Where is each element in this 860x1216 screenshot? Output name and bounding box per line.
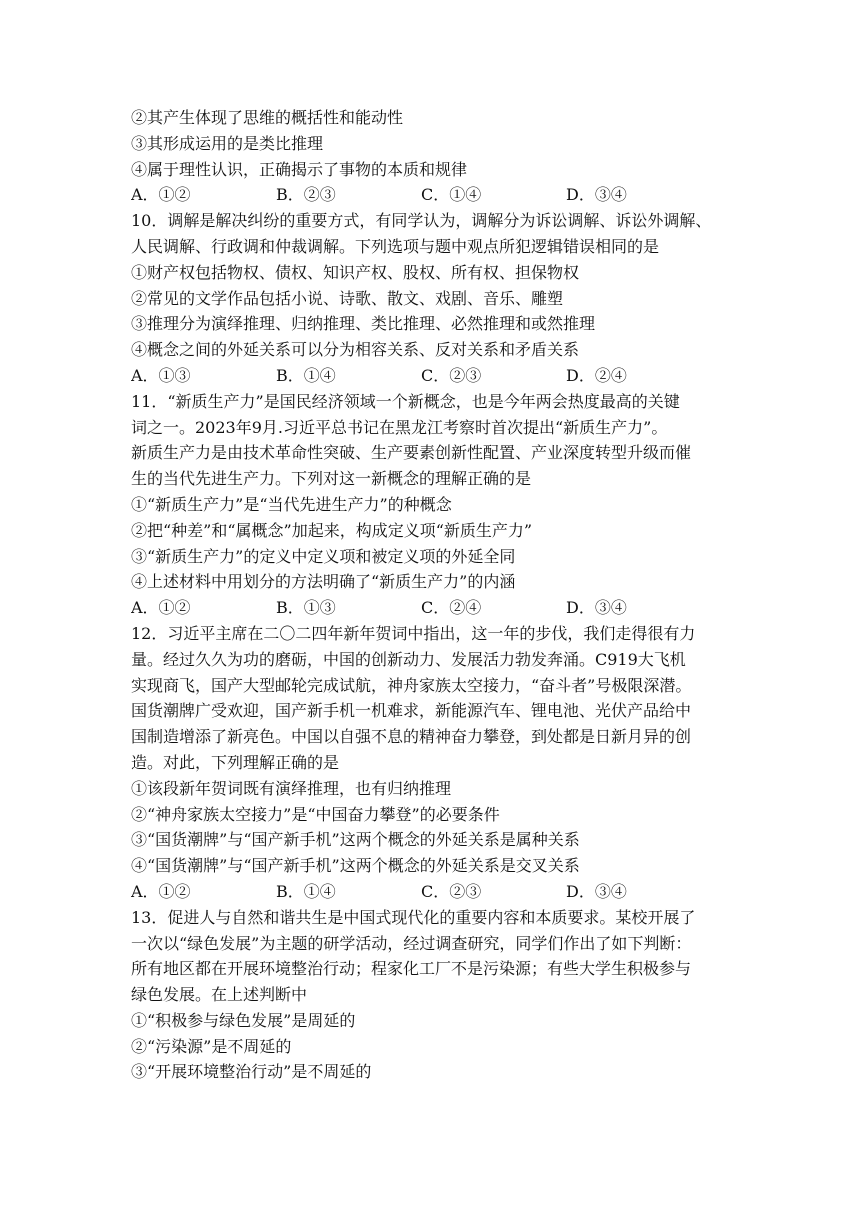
statement-item: ①该段新年贺词既有演绎推理，也有归纳推理 — [131, 778, 452, 798]
option-b: B．①④ — [276, 365, 336, 385]
option-a: A．①② — [131, 598, 191, 618]
question-stem-line: 生的当代先进生产力。下列对这一新概念的理解正确的是 — [131, 469, 532, 489]
question-stem-line: 词之一。2023年9月.习近平总书记在黑龙江考察时首次提出“新质生产力”。 — [131, 417, 668, 437]
option-c: C．①④ — [421, 185, 482, 205]
option-b: B．①③ — [276, 598, 336, 618]
option-d: D．②④ — [566, 365, 627, 385]
option-d: D．③④ — [566, 185, 627, 205]
option-d: D．③④ — [566, 881, 627, 901]
option-a: A．①② — [131, 185, 191, 205]
option-b: B．①④ — [276, 881, 336, 901]
option-a: A．①③ — [131, 365, 191, 385]
page-content — [131, 105, 731, 1085]
option-d: D．③④ — [566, 598, 627, 618]
question-12 — [131, 621, 731, 905]
statement-item: ①“积极参与绿色发展”是周延的 — [131, 1010, 356, 1030]
answer-options — [131, 363, 731, 389]
statement-item: ③“国货潮牌”与“国产新手机”这两个概念的外延关系是属种关系 — [131, 830, 580, 850]
statement-item: ④“国货潮牌”与“国产新手机”这两个概念的外延关系是交叉关系 — [131, 856, 580, 876]
question-stem-line: 实现商飞，国产大型邮轮完成试航，神舟家族太空接力，“奋斗者”号极限深潜。 — [131, 675, 692, 695]
question-stem-line: 新质生产力是由技术革命性突破、生产要素创新性配置、产业深度转型升级而催 — [131, 443, 692, 463]
statement-item: ③“开展环境整治行动”是不周延的 — [131, 1062, 372, 1082]
option-b: B．②③ — [276, 185, 336, 205]
question-11 — [131, 389, 731, 621]
question-stem-line: 12．习近平主席在二〇二四年新年贺词中指出，这一年的步伐，我们走得很有力 — [131, 623, 696, 643]
option-a: A．①② — [131, 881, 191, 901]
option-c: C．②④ — [421, 598, 482, 618]
statement-item: ③其形成运用的是类比推理 — [131, 133, 324, 153]
option-c: C．②③ — [421, 365, 482, 385]
question-stem-line: 国制造增添了新亮色。中国以自强不息的精神奋力攀登，到处都是日新月异的创 — [131, 727, 692, 747]
statement-item: ③推理分为演绎推理、归纳推理、类比推理、必然推理和或然推理 — [131, 314, 596, 334]
statement-item: ③“新质生产力”的定义中定义项和被定义项的外延全同 — [131, 546, 516, 566]
option-c: C．②③ — [421, 881, 482, 901]
question-stem-line: 10．调解是解决纠纷的重要方式，有同学认为，调解分为诉讼调解、诉讼外调解、 — [131, 211, 712, 231]
statement-item: ①财产权包括物权、债权、知识产权、股权、所有权、担保物权 — [131, 262, 580, 282]
question-stem-line: 量。经过久久为功的磨砺，中国的创新动力、发展活力勃发奔涌。C919大飞机 — [131, 649, 686, 669]
question-9-continued — [131, 105, 731, 208]
statement-item: ①“新质生产力”是“当代先进生产力”的种概念 — [131, 494, 452, 514]
question-stem-line: 造。对此，下列理解正确的是 — [131, 752, 340, 772]
answer-options — [131, 182, 731, 208]
question-stem-line: 绿色发展。在上述判断中 — [131, 985, 308, 1005]
statement-item: ④概念之间的外延关系可以分为相容关系、反对关系和矛盾关系 — [131, 340, 580, 360]
question-stem-line: 所有地区都在开展环境整治行动；程家化工厂不是污染源；有些大学生积极参与 — [131, 959, 692, 979]
statement-item: ④上述材料中用划分的方法明确了“新质生产力”的内涵 — [131, 572, 516, 592]
statement-item: ②其产生体现了思维的概括性和能动性 — [131, 108, 404, 127]
question-stem-line: 人民调解、行政调和仲裁调解。下列选项与题中观点所犯逻辑错误相同的是 — [131, 236, 660, 256]
statement-item: ②常见的文学作品包括小说、诗歌、散文、戏剧、音乐、雕塑 — [131, 288, 564, 308]
question-stem-line: 国货潮牌广受欢迎，国产新手机一机难求，新能源汽车、锂电池、光伏产品给中 — [131, 701, 692, 721]
question-stem-line: 一次以“绿色发展”为主题的研学活动，经过调查研究，同学们作出了如下判断： — [131, 933, 692, 953]
statement-item: ②“污染源”是不周延的 — [131, 1036, 292, 1056]
question-10 — [131, 208, 731, 389]
statement-item: ④属于理性认识，正确揭示了事物的本质和规律 — [131, 159, 468, 179]
question-stem-line: 13．促进人与自然和谐共生是中国式现代化的重要内容和本质要求。某校开展了 — [131, 907, 696, 927]
answer-options — [131, 879, 731, 905]
statement-item: ②把“种差”和“属概念”加起来，构成定义项“新质生产力” — [131, 520, 533, 540]
statement-item: ②“神舟家族太空接力”是“中国奋力攀登”的必要条件 — [131, 804, 500, 824]
question-stem-line: 11．“新质生产力”是国民经济领域一个新概念，也是今年两会热度最高的关键 — [131, 391, 680, 411]
answer-options — [131, 595, 731, 621]
question-13 — [131, 905, 731, 1086]
